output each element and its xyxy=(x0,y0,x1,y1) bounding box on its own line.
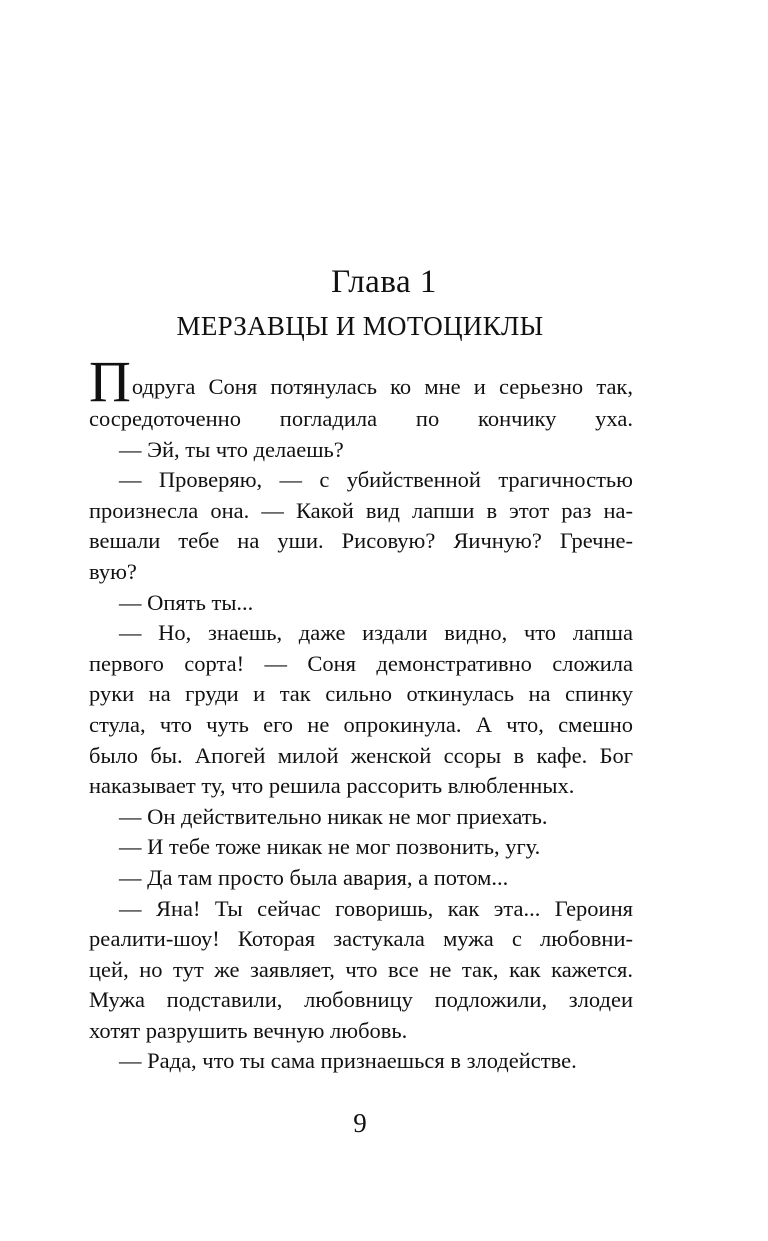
page-number: 9 xyxy=(353,1108,367,1138)
text-line: первого сорта! — Соня демонстративно сложила xyxy=(89,650,633,676)
text-line: — Опять ты... xyxy=(119,589,254,615)
first-line-text: одруга Соня потянулась ко мне и серьезно так, xyxy=(131,374,633,400)
text-line: руки на груди и так сильно откинулась на спинку xyxy=(89,681,633,707)
chapter-body xyxy=(89,349,633,1077)
text-line: — Проверяю, — с убийственной трагичностью xyxy=(119,467,633,493)
text-line: — Рада, что ты сама признаешься в злодействе. xyxy=(119,1048,577,1074)
text-line: вешали тебе на уши. Рисовую? Яичную? Гречне- xyxy=(89,528,633,554)
text-line: стула, что чуть его не опрокинула. А что, смешно xyxy=(89,711,633,737)
text-line: — Эй, ты что делаешь? xyxy=(119,436,344,462)
text-line: — Яна! Ты сейчас говоришь, как эта... Героиня xyxy=(119,895,633,921)
text-line: сосредоточенно погладила по кончику уха. xyxy=(89,406,633,431)
text-line: наказывает ту, что решила рассорить влюбленных. xyxy=(89,773,575,799)
chapter-title: МЕРЗАВЦЫ И МОТОЦИКЛЫ xyxy=(176,311,544,341)
text-line: — И тебе тоже никак не мог позвонить, угу. xyxy=(119,834,541,860)
chapter-number: Глава 1 xyxy=(331,264,437,300)
text-line: вую? xyxy=(89,558,137,584)
text-line: произнесла она. — Какой вид лапши в этот раз на- xyxy=(89,497,633,523)
drop-cap: П xyxy=(89,349,131,414)
text-line: — Он действительно никак не мог приехать. xyxy=(119,803,548,829)
first-line xyxy=(89,349,633,414)
text-line: реалити-шоу! Которая застукала мужа с любовни- xyxy=(89,926,633,952)
text-line: Мужа подставили, любовницу подложили, злодеи xyxy=(89,987,633,1013)
text-line: хотят разрушить вечную любовь. xyxy=(89,1017,408,1043)
text-line: — Но, знаешь, даже издали видно, что лапша xyxy=(119,620,633,646)
text-line: — Да там просто была авария, а потом... xyxy=(119,864,509,890)
text-line: было бы. Апогей милой женской ссоры в кафе. Бог xyxy=(89,742,633,768)
text-line: цей, но тут же заявляет, что все не так, как кажется. xyxy=(89,956,633,982)
